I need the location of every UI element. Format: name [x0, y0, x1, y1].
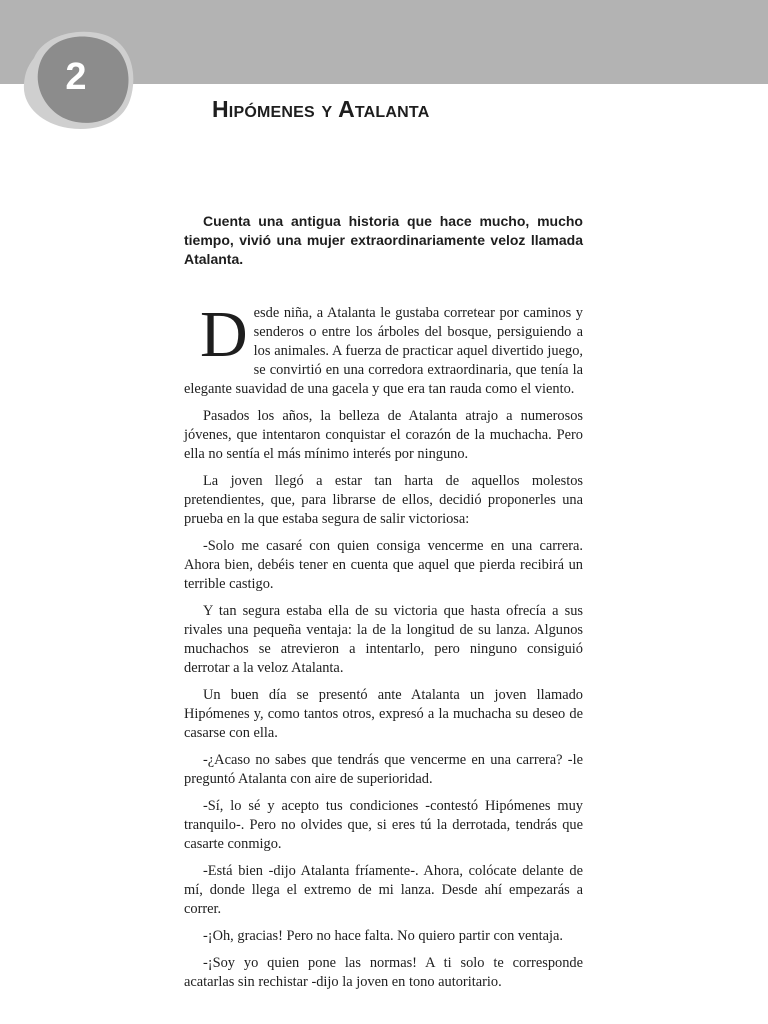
dialogue-paragraph: -Sí, lo sé y acepto tus condiciones -contestó Hipómenes muy tranquilo-. Pero no olvides que, si eres tú la derrotada, tendrás que casarte conmigo. [184, 798, 583, 852]
story-body [184, 298, 583, 1000]
story-paragraph: Y tan segura estaba ella de su victoria que hasta ofrecía a sus rivales una pequeña ventaja: la de la longitud de su lanza. Algunos muchachos se atrevieron a intentarlo, pero ninguno consiguió derrotar a la veloz Atalanta. [184, 603, 583, 676]
story-paragraph: Pasados los años, la belleza de Atalanta atrajo a numerosos jóvenes, que intentaron conquistar el corazón de la muchacha. Pero ella no sentía el más mínimo interés por ninguno. [184, 408, 583, 462]
dialogue-paragraph: -Solo me casaré con quien consiga vencerme en una carrera. Ahora bien, debéis tener en cuenta que aquel que pierda recibirá un terrible castigo. [184, 538, 583, 592]
dialogue-paragraph: -¡Oh, gracias! Pero no hace falta. No quiero partir con ventaja. [203, 928, 564, 944]
story-paragraph: La joven llegó a estar tan harta de aquellos molestos pretendientes, que, para librarse de ellos, decidió proponerles una prueba en la que estaba segura de salir victoriosa: [184, 473, 583, 527]
dialogue-paragraph: -Está bien -dijo Atalanta fríamente-. Ahora, colócate delante de mí, donde llega el extremo de mi lanza. Desde ahí empezarás a correr. [184, 863, 583, 917]
chapter-number: 2 [65, 56, 87, 98]
story-paragraph-1 [184, 298, 583, 399]
first-paragraph-text: esde niña, a Atalanta le gustaba corretear por caminos y senderos o entre los árboles del bosque, persiguiendo a los animales. A fuerza de practicar aquel divertido juego, se convirtió en una corredora extraordinaria, que tenía la elegante suavidad de una gacela y que era tan rauda como el viento. [184, 305, 583, 397]
drop-cap: D [200, 298, 248, 371]
chapter-title: Hipómenes y Atalanta [212, 96, 430, 122]
story-paragraph: Un buen día se presentó ante Atalanta un joven llamado Hipómenes y, como tantos otros, expresó a la muchacha su deseo de casarse con ella. [184, 687, 583, 741]
intro-paragraph: Cuenta una antigua historia que hace mucho, mucho tiempo, vivió una mujer extraordinariamente veloz llamada Atalanta. [184, 213, 583, 267]
chapter-badge [20, 28, 140, 138]
dialogue-paragraph: -¡Soy yo quien pone las normas! A ti solo te corresponde acatarlas sin rechistar -dijo la joven en tono autoritario. [184, 955, 583, 990]
dialogue-paragraph: -¿Acaso no sabes que tendrás que vencerme en una carrera? -le preguntó Atalanta con aire de superioridad. [184, 752, 583, 787]
